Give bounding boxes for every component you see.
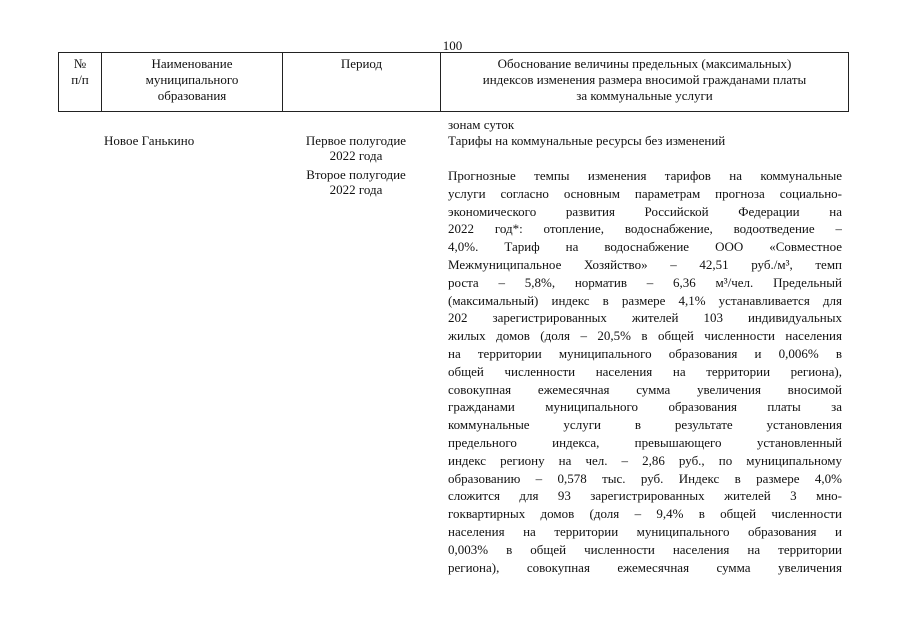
justification-line: гражданами муниципального образования платы за xyxy=(448,399,842,415)
justification-line: (максимальный) индекс в размере 4,1% устанавливается для xyxy=(448,292,842,308)
justification-line: на территории муниципального образования и 0,006% в xyxy=(448,345,842,361)
justification-line: Прогнозные темпы изменения тарифов на коммунальные xyxy=(448,168,842,183)
justification-line: 0,003% в общей численности населения на территории xyxy=(448,541,842,557)
justification-line: региона), совокупная ежемесячная сумма увеличения xyxy=(448,559,842,575)
justification-line: образованию – 0,578 тыс. руб. Индекс в размере 4,0% xyxy=(448,470,842,486)
municipality-name: Новое Ганькино xyxy=(104,133,195,148)
justification-line: экономического развития Российской Федерации на xyxy=(448,203,842,219)
justification-line: гоквартирных домов (доля – 9,4% в общей численности xyxy=(448,506,842,522)
justification-line: населения на территории муниципального образования и xyxy=(448,523,842,539)
justification-line: роста – 5,8%, норматив – 6,36 м³/чел. Предельный xyxy=(448,274,842,290)
justification-line: общей численности населения на территории региона), xyxy=(448,363,842,379)
header-number: № п/п xyxy=(59,53,102,111)
justification-line: предельного индекса, превышающего установленный xyxy=(448,434,842,450)
period-second-half: Второе полугодие 2022 года xyxy=(306,167,406,197)
header-justification: Обоснование величины предельных (максимальных) индексов изменения размера вносимой гражданами платы за коммунальные услуги xyxy=(482,56,807,103)
justification-line: коммунальные услуги в результате установления xyxy=(448,417,842,433)
header-municipality: Наименование муниципального образования xyxy=(102,53,283,111)
justification-line: 4,0%. Тариф на водоснабжение ООО «Совместное xyxy=(448,239,842,255)
continuation-text: зонам суток xyxy=(448,117,515,132)
justification-line: Межмуниципальное Хозяйство» – 42,51 руб./м³, темп xyxy=(448,256,842,272)
justification-line: совокупная ежемесячная сумма увеличения вносимой xyxy=(448,381,842,397)
header-period: Период xyxy=(283,53,441,111)
table-header xyxy=(58,52,849,112)
justification-line: жилых домов (доля – 20,5% в общей численности населения xyxy=(448,328,842,344)
tariff-note: Тарифы на коммунальные ресурсы без изменений xyxy=(448,133,726,148)
period-first-half: Первое полугодие 2022 года xyxy=(305,133,407,163)
justification-line: индекс региону на чел. – 2,86 руб., по муниципальному xyxy=(448,452,842,468)
justification-line: услуги согласно основным параметрам прогноза социально- xyxy=(448,185,842,201)
justification-line: 202 зарегистрированных жителей 103 индивидуальных xyxy=(448,310,842,326)
justification-line: сложится для 93 зарегистрированных жителей 3 мно- xyxy=(448,488,842,504)
justification-text xyxy=(448,167,842,576)
justification-line: 2022 год*: отопление, водоснабжение, водоотведение – xyxy=(448,221,842,237)
page-number: 100 xyxy=(442,38,463,53)
